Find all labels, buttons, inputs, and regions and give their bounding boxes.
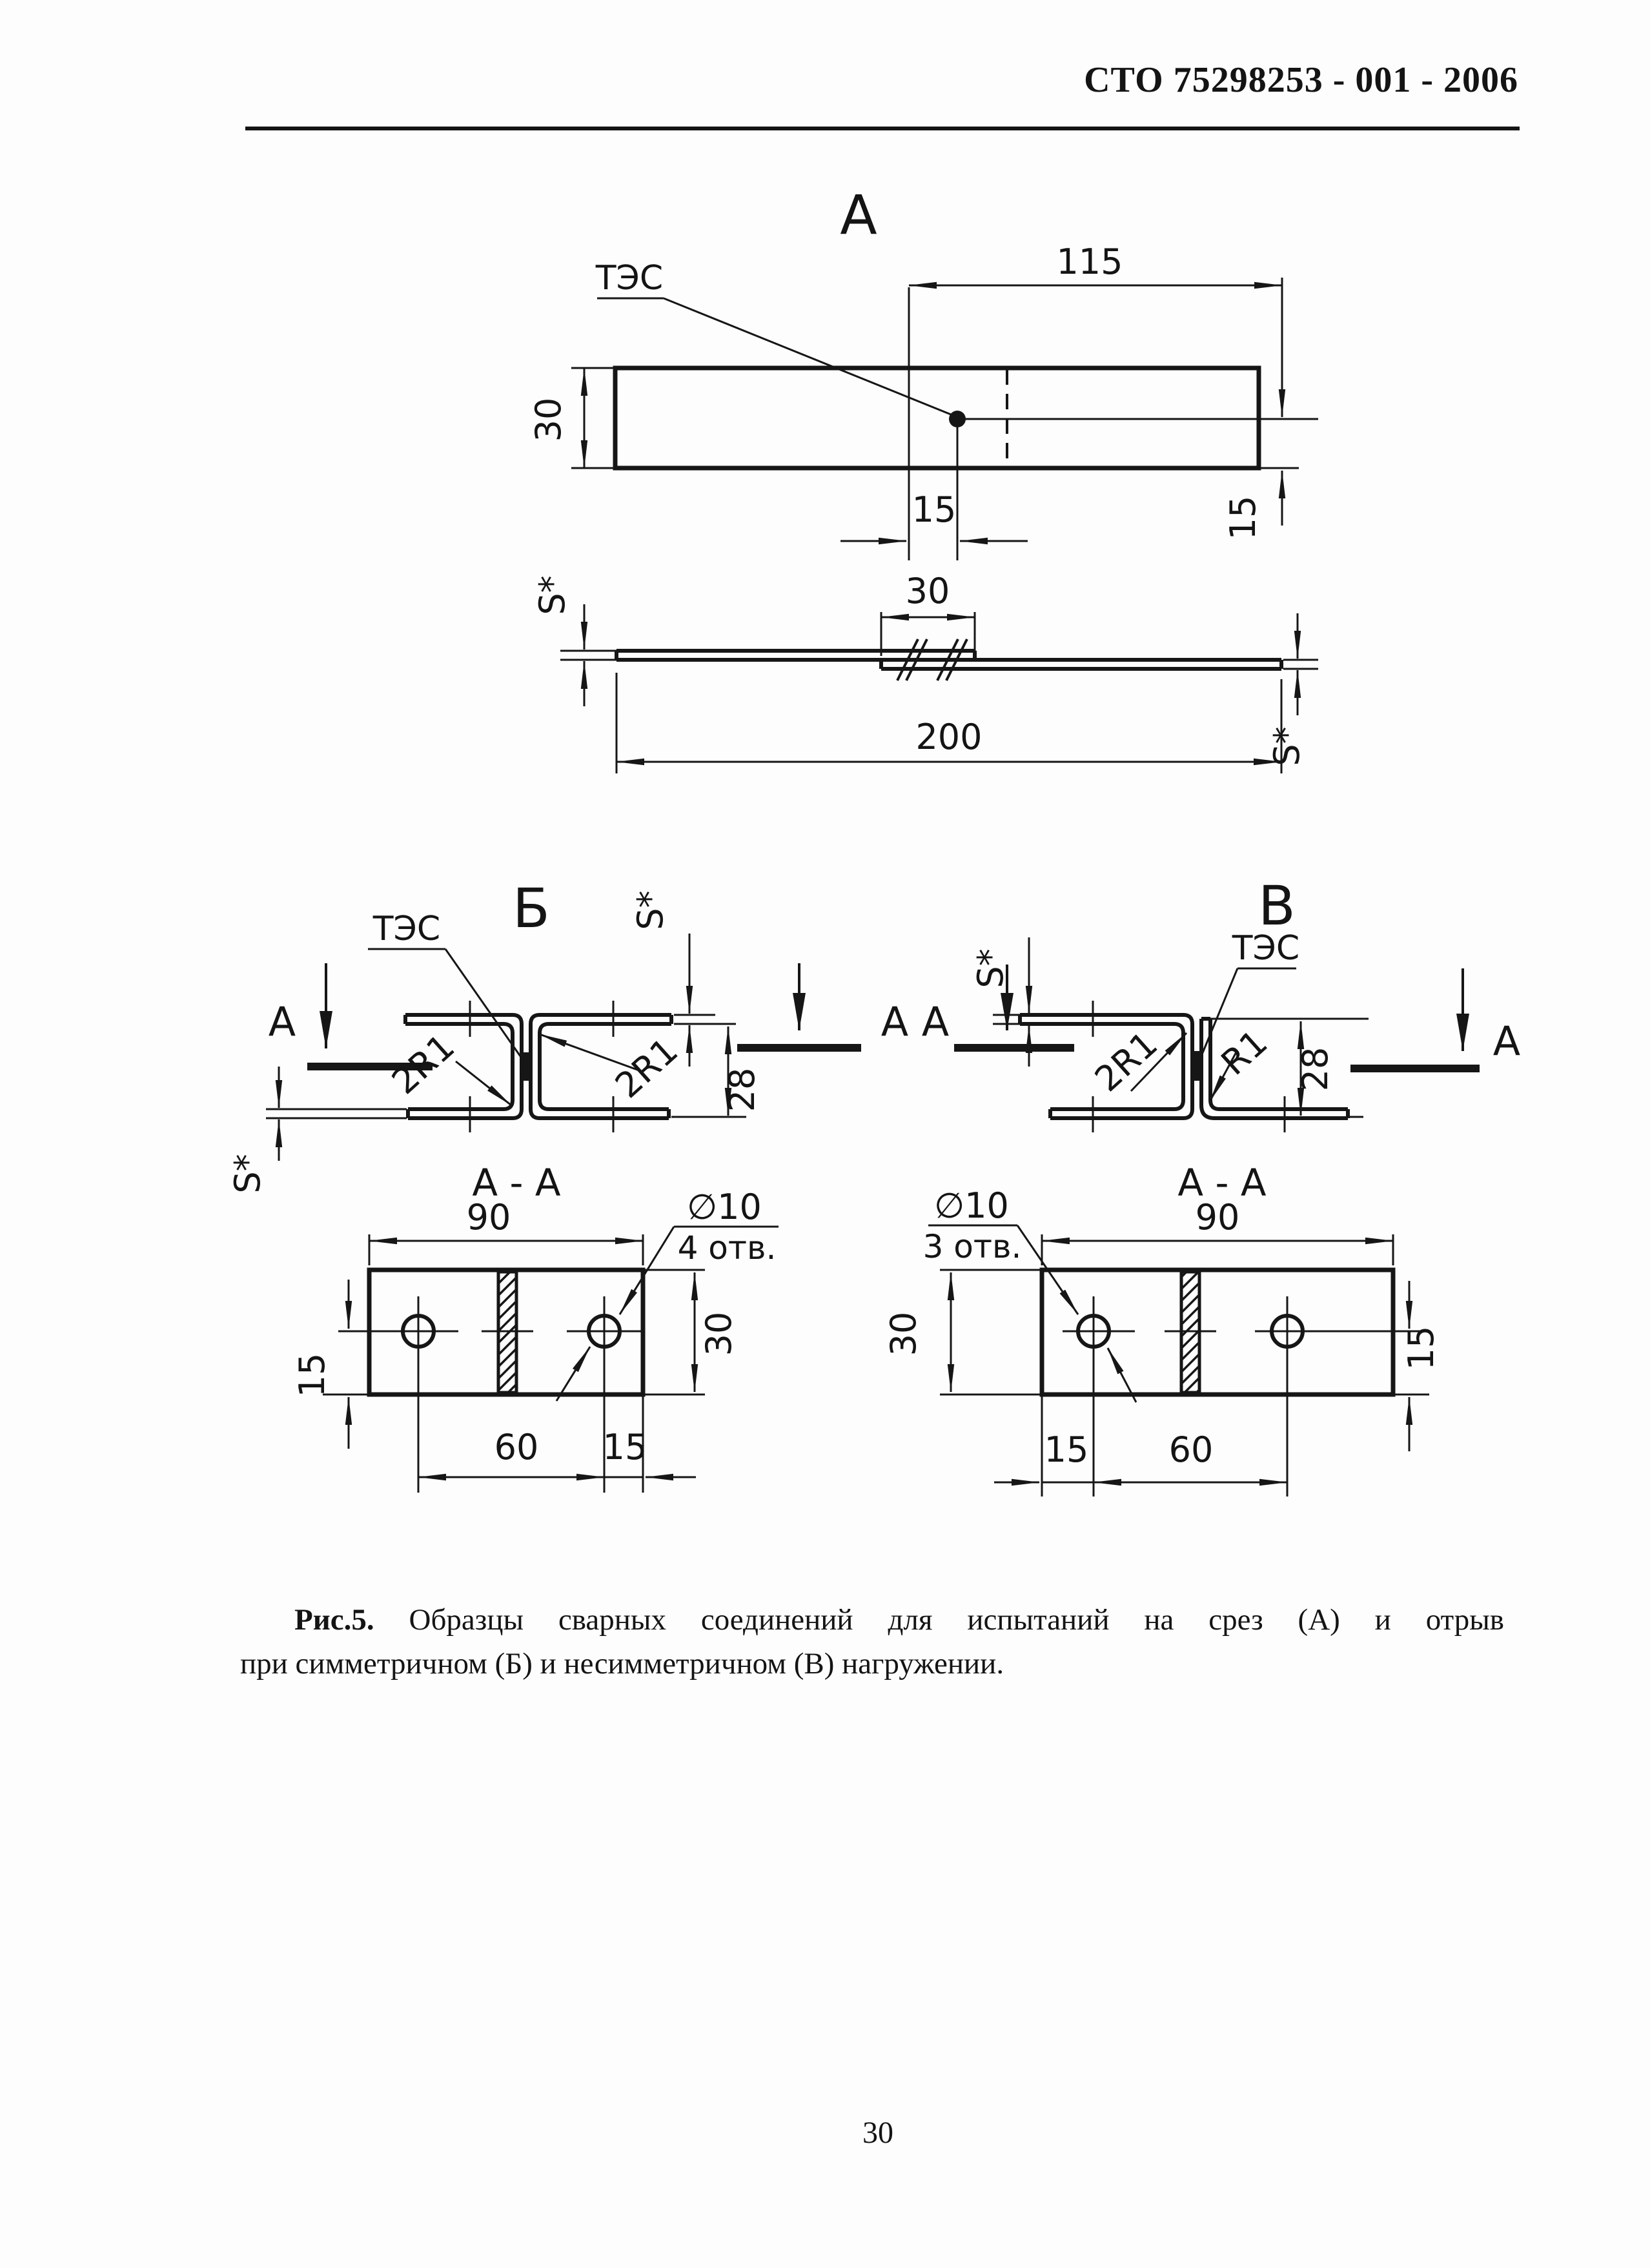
weld-leader — [664, 298, 954, 416]
dim-15-edge: 15 — [1223, 495, 1263, 540]
section-cut-right — [1350, 968, 1520, 1068]
figure-caption — [240, 1598, 1504, 1686]
hole-diameter-label: ∅10 — [687, 1187, 762, 1227]
dim-15-edge: 15 — [1044, 1429, 1089, 1470]
figure-b-section-view — [292, 1187, 779, 1493]
figure-v-section-view — [883, 1185, 1441, 1497]
caption-figure-number: Рис.5. — [294, 1603, 374, 1637]
dim-60: 60 — [494, 1427, 539, 1467]
dim-s-left: S* — [532, 575, 573, 615]
dim-15-hole-bottom: 15 — [292, 1353, 332, 1398]
page-number: 30 — [862, 2116, 893, 2150]
figure-a-side-view — [532, 571, 1318, 773]
dim-90: 90 — [466, 1197, 511, 1238]
dim-30-width: 30 — [528, 397, 569, 442]
section-title: А - А — [472, 1161, 561, 1205]
caption-text-line2: при симметричном (Б) и несимметричном (В) нагружении. — [240, 1647, 1004, 1681]
dim-200: 200 — [915, 717, 983, 757]
bend-radius-left: 2R1 — [1087, 1023, 1166, 1100]
figure-b-cross-view — [227, 877, 908, 1205]
section-mark: А — [1492, 1017, 1521, 1065]
dim-30-width: 30 — [698, 1311, 739, 1356]
figure-a-plan-view — [528, 183, 1318, 560]
dim-60: 60 — [1168, 1429, 1214, 1470]
dim-30-width: 30 — [883, 1311, 924, 1356]
dim-s-bottom: S* — [227, 1154, 268, 1194]
weld-leader — [445, 949, 520, 1056]
caption-text-line1: Образцы сварных соединений для испытаний на срез (А) и отрыв — [409, 1603, 1504, 1637]
section-title: А - А — [1177, 1161, 1267, 1205]
dim-15-hole-bottom: 15 — [1401, 1325, 1441, 1371]
dim-15-offset: 15 — [912, 489, 957, 530]
bend-radius-right: R1 — [1213, 1021, 1276, 1083]
weld-callout-label: ТЭС — [372, 910, 441, 948]
document-header: СТО 75298253 - 001 - 2006 — [1084, 60, 1518, 100]
weld-nugget — [1192, 1051, 1201, 1081]
figure-v-cross-view — [922, 874, 1520, 1205]
bend-radius-right: 2R1 — [607, 1030, 686, 1107]
section-cut-right — [737, 963, 908, 1048]
dim-s-right: S* — [1267, 726, 1307, 766]
figure-v-label: В — [1258, 874, 1296, 937]
section-mark: А — [268, 998, 296, 1045]
dim-s-top: S* — [630, 890, 671, 930]
weld-nugget — [522, 1052, 531, 1081]
dim-115: 115 — [1056, 241, 1123, 282]
dim-30-overlap: 30 — [905, 571, 950, 611]
bend-radius-left: 2R1 — [384, 1026, 463, 1103]
section-mark: А — [881, 998, 909, 1045]
dim-15-edge: 15 — [602, 1427, 647, 1467]
hole-count-label: 3 отв. — [922, 1228, 1022, 1265]
dim-s-top: S* — [970, 948, 1011, 988]
hole-diameter-label: ∅10 — [934, 1185, 1009, 1226]
figure-b-label: Б — [513, 877, 550, 940]
dim-28: 28 — [1295, 1047, 1336, 1092]
hole-count-label: 4 отв. — [677, 1229, 777, 1267]
weld-callout-label: ТЭС — [595, 259, 664, 298]
section-mark: А — [921, 998, 950, 1045]
figure-a-label: А — [840, 183, 877, 247]
weld-callout-label: ТЭС — [1232, 929, 1300, 968]
dim-28: 28 — [722, 1067, 762, 1112]
dim-90: 90 — [1195, 1197, 1240, 1238]
